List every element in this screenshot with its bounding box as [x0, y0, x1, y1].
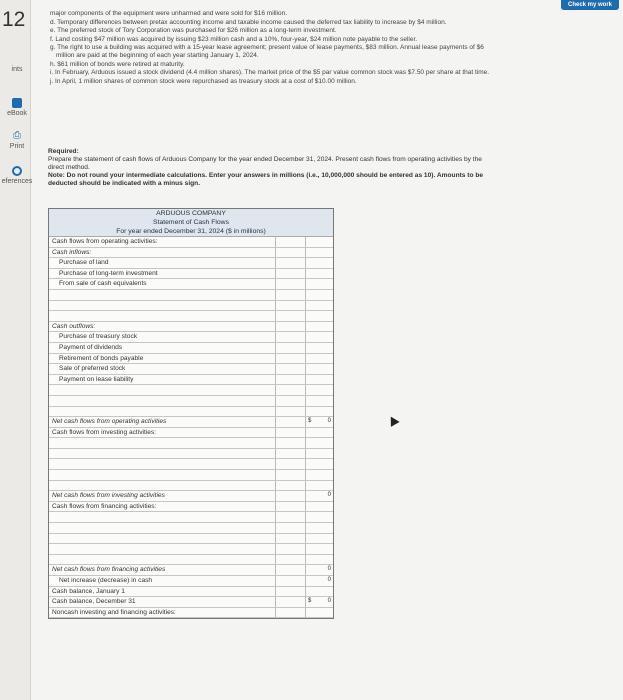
problem-item: major components of the equipment were unharmed and were sold for $16 million. [50, 10, 288, 17]
required-section [48, 148, 498, 188]
table-row [49, 428, 333, 439]
amount-input[interactable] [275, 417, 306, 427]
company-name: ARDUOUS COMPANY [156, 210, 226, 217]
total-cell [305, 512, 334, 522]
amount-input[interactable] [275, 258, 306, 268]
row-label-select[interactable]: Cash balance, January 1 [52, 587, 125, 595]
total-cell [305, 459, 334, 469]
table-row [49, 364, 333, 375]
amount-input[interactable] [275, 502, 306, 512]
row-label-select[interactable]: Noncash investing and financing activities: [52, 608, 176, 616]
table-row [49, 354, 333, 365]
total-cell [305, 565, 334, 575]
amount-input[interactable] [275, 311, 306, 321]
amount-input[interactable] [275, 354, 306, 364]
row-label-select[interactable]: Net cash flows from investing activities [52, 492, 165, 500]
total-cell [305, 396, 334, 406]
sidebar-item-ebook[interactable] [0, 98, 34, 117]
table-row [49, 587, 333, 598]
table-row [49, 375, 333, 386]
problem-item: h. $61 million of bonds were retired at maturity. [50, 60, 185, 68]
total-cell [305, 332, 334, 342]
table-row [49, 608, 333, 619]
table-row [49, 301, 333, 312]
amount-input[interactable] [275, 279, 306, 289]
total-cell [305, 481, 334, 491]
problem-item: i. In February, Arduous issued a stock dividend (4.4 million shares). The market price of the $5 par value common stock was $7.50 per share at that time. [50, 69, 490, 77]
row-label-select[interactable]: Retirement of bonds payable [59, 354, 144, 362]
row-label-select[interactable]: Payment on lease liability [59, 375, 134, 383]
total-value: 0 [327, 566, 331, 573]
amount-input[interactable] [275, 470, 306, 480]
currency-symbol: $ [308, 418, 312, 425]
problem-item: e. The preferred stock of Tory Corporation was purchased for $26 million as a long-term investment. [50, 27, 337, 35]
amount-input[interactable] [275, 269, 306, 279]
amount-input[interactable] [275, 491, 306, 501]
sidebar-item-references[interactable] [0, 166, 34, 185]
amount-input[interactable] [275, 290, 306, 300]
row-label-select[interactable]: From sale of cash equivalents [59, 280, 147, 288]
row-label-select[interactable]: Cash outflows: [52, 322, 96, 330]
sidebar-item-label: ints [11, 66, 23, 73]
total-cell [305, 301, 334, 311]
total-cell [305, 576, 334, 586]
currency-symbol: $ [308, 598, 312, 605]
table-row [49, 248, 333, 259]
table-row [49, 438, 333, 449]
table-row [49, 544, 333, 555]
amount-input[interactable] [275, 587, 306, 597]
table-row [49, 237, 333, 248]
problem-item: f. Land costing $47 million was acquired by issuing $23 million cash and a 10%, four-year, $24 million note payable to the seller. [50, 35, 418, 43]
total-cell [305, 364, 334, 374]
total-cell [305, 385, 334, 395]
total-cell [305, 417, 334, 427]
sidebar-item-label: eferences [1, 178, 33, 185]
sidebar-item-label: eBook [7, 110, 27, 117]
total-cell [305, 491, 334, 501]
mouse-cursor-icon [386, 414, 399, 427]
amount-input[interactable] [275, 385, 306, 395]
total-cell [305, 534, 334, 544]
amount-input[interactable] [275, 565, 306, 575]
sidebar-item-hints[interactable] [0, 66, 34, 73]
row-label-select[interactable]: Payment of dividends [59, 343, 123, 351]
total-cell [305, 608, 334, 618]
total-cell [305, 407, 334, 417]
amount-input[interactable] [275, 449, 306, 459]
total-value: 0 [327, 598, 331, 605]
sidebar-item-label: Print [9, 143, 25, 150]
statement-rows [49, 237, 333, 618]
row-label-select[interactable]: Net cash flows from operating activities [52, 418, 167, 426]
table-row [49, 470, 333, 481]
table-row [49, 555, 333, 566]
amount-input[interactable] [275, 459, 306, 469]
total-cell [305, 311, 334, 321]
total-cell [305, 438, 334, 448]
amount-input[interactable] [275, 343, 306, 353]
total-value: 0 [327, 492, 331, 499]
amount-input[interactable] [275, 428, 306, 438]
total-cell [305, 269, 334, 279]
total-cell [305, 322, 334, 332]
row-label-select[interactable]: Net cash flows from financing activities [52, 566, 166, 574]
table-row [49, 311, 333, 322]
table-row [49, 565, 333, 576]
table-row [49, 396, 333, 407]
table-row [49, 343, 333, 354]
row-label-select[interactable]: Purchase of long-term investment [59, 269, 158, 277]
required-text: Prepare the statement of cash flows of Arduous Company for the year ended December 31, 2024. Present cash flows from operating activities by the direct method. [48, 156, 482, 171]
total-cell [305, 502, 334, 512]
total-cell [305, 470, 334, 480]
table-row [49, 269, 333, 280]
book-icon [12, 98, 22, 108]
row-label-select[interactable]: Purchase of treasury stock [59, 333, 138, 341]
question-number: 12 [2, 8, 26, 31]
problem-item: j. In April, 1 million shares of common stock were repurchased as treasury stock at a cost of $10.00 million. [50, 77, 357, 85]
amount-input[interactable] [275, 523, 306, 533]
check-my-work-button[interactable]: Check my work [561, 0, 619, 10]
total-cell [305, 428, 334, 438]
table-row [49, 417, 333, 428]
row-label-select[interactable]: Cash flows from investing activities: [52, 428, 157, 436]
sidebar [0, 0, 31, 700]
table-row [49, 523, 333, 534]
table-row [49, 597, 333, 608]
total-cell [305, 258, 334, 268]
table-row [49, 407, 333, 418]
references-icon [12, 166, 22, 176]
amount-input[interactable] [275, 237, 306, 247]
total-cell [305, 555, 334, 565]
table-row [49, 512, 333, 523]
amount-input[interactable] [275, 608, 306, 618]
total-cell [305, 523, 334, 533]
problem-item: d. Temporary differences between pretax accounting income and taxable income caused the deferred tax liability to increase by $4 million. [50, 18, 447, 26]
table-row [49, 258, 333, 269]
total-cell [305, 279, 334, 289]
table-row [49, 385, 333, 396]
problem-item: g. The right to use a building was acquired with a 15-year lease agreement; present value of lease payments, $83 million. Annual lease payments of $6 million are paid at the beginning of each year starting January 1, 2024. [50, 44, 484, 59]
amount-input[interactable] [275, 332, 306, 342]
row-label-select[interactable]: Sale of preferred stock [59, 365, 126, 373]
total-cell [305, 449, 334, 459]
amount-input[interactable] [275, 396, 306, 406]
amount-input[interactable] [275, 512, 306, 522]
table-row [49, 481, 333, 492]
row-label-select[interactable]: Cash flows from financing activities: [52, 502, 157, 510]
total-cell [305, 544, 334, 554]
amount-input[interactable] [275, 375, 306, 385]
amount-input[interactable] [275, 364, 306, 374]
note-text: Note: Do not round your intermediate calculations. Enter your answers in millions (i.e., 10,000,000 should be entered as 10). Amounts to be deducted should be indicated with a minus sign. [48, 172, 484, 187]
row-label-select[interactable]: Cash flows from operating activities: [52, 238, 158, 245]
total-cell [305, 597, 334, 607]
amount-input[interactable] [275, 544, 306, 554]
total-cell [305, 237, 334, 247]
amount-input[interactable] [275, 555, 306, 565]
total-cell [305, 343, 334, 353]
table-row [49, 576, 333, 587]
table-row [49, 449, 333, 460]
statement-header [49, 209, 333, 237]
total-value: 0 [327, 577, 331, 583]
amount-input[interactable] [275, 438, 306, 448]
sidebar-item-print[interactable] [0, 131, 34, 150]
table-row [49, 322, 333, 333]
statement-title: Statement of Cash Flows [153, 219, 229, 226]
total-cell [305, 587, 334, 597]
amount-input[interactable] [275, 407, 306, 417]
total-cell [305, 354, 334, 364]
cash-flow-statement [48, 208, 334, 619]
row-label-select[interactable]: Purchase of land [59, 259, 109, 267]
total-value: 0 [327, 418, 331, 425]
total-cell [305, 375, 334, 385]
table-row [49, 279, 333, 290]
amount-input[interactable] [275, 322, 306, 332]
amount-input[interactable] [275, 534, 306, 544]
print-icon: ⎙ [13, 130, 21, 141]
table-row [49, 332, 333, 343]
amount-input[interactable] [275, 248, 306, 258]
table-row [49, 491, 333, 502]
statement-period: For year ended December 31, 2024 ($ in millions) [116, 228, 266, 235]
table-row [49, 502, 333, 513]
total-cell [305, 248, 334, 258]
total-cell [305, 290, 334, 300]
table-row [49, 290, 333, 301]
row-label-select[interactable]: Net increase (decrease) in cash [59, 577, 153, 584]
required-label: Required: [48, 148, 79, 155]
table-row [49, 534, 333, 545]
amount-input[interactable] [275, 576, 306, 586]
amount-input[interactable] [275, 481, 306, 491]
row-label-select[interactable]: Cash balance, December 31 [52, 598, 136, 606]
row-label-select[interactable]: Cash inflows: [52, 248, 92, 256]
problem-text [48, 10, 500, 86]
table-row [49, 459, 333, 470]
amount-input[interactable] [275, 597, 306, 607]
amount-input[interactable] [275, 301, 306, 311]
